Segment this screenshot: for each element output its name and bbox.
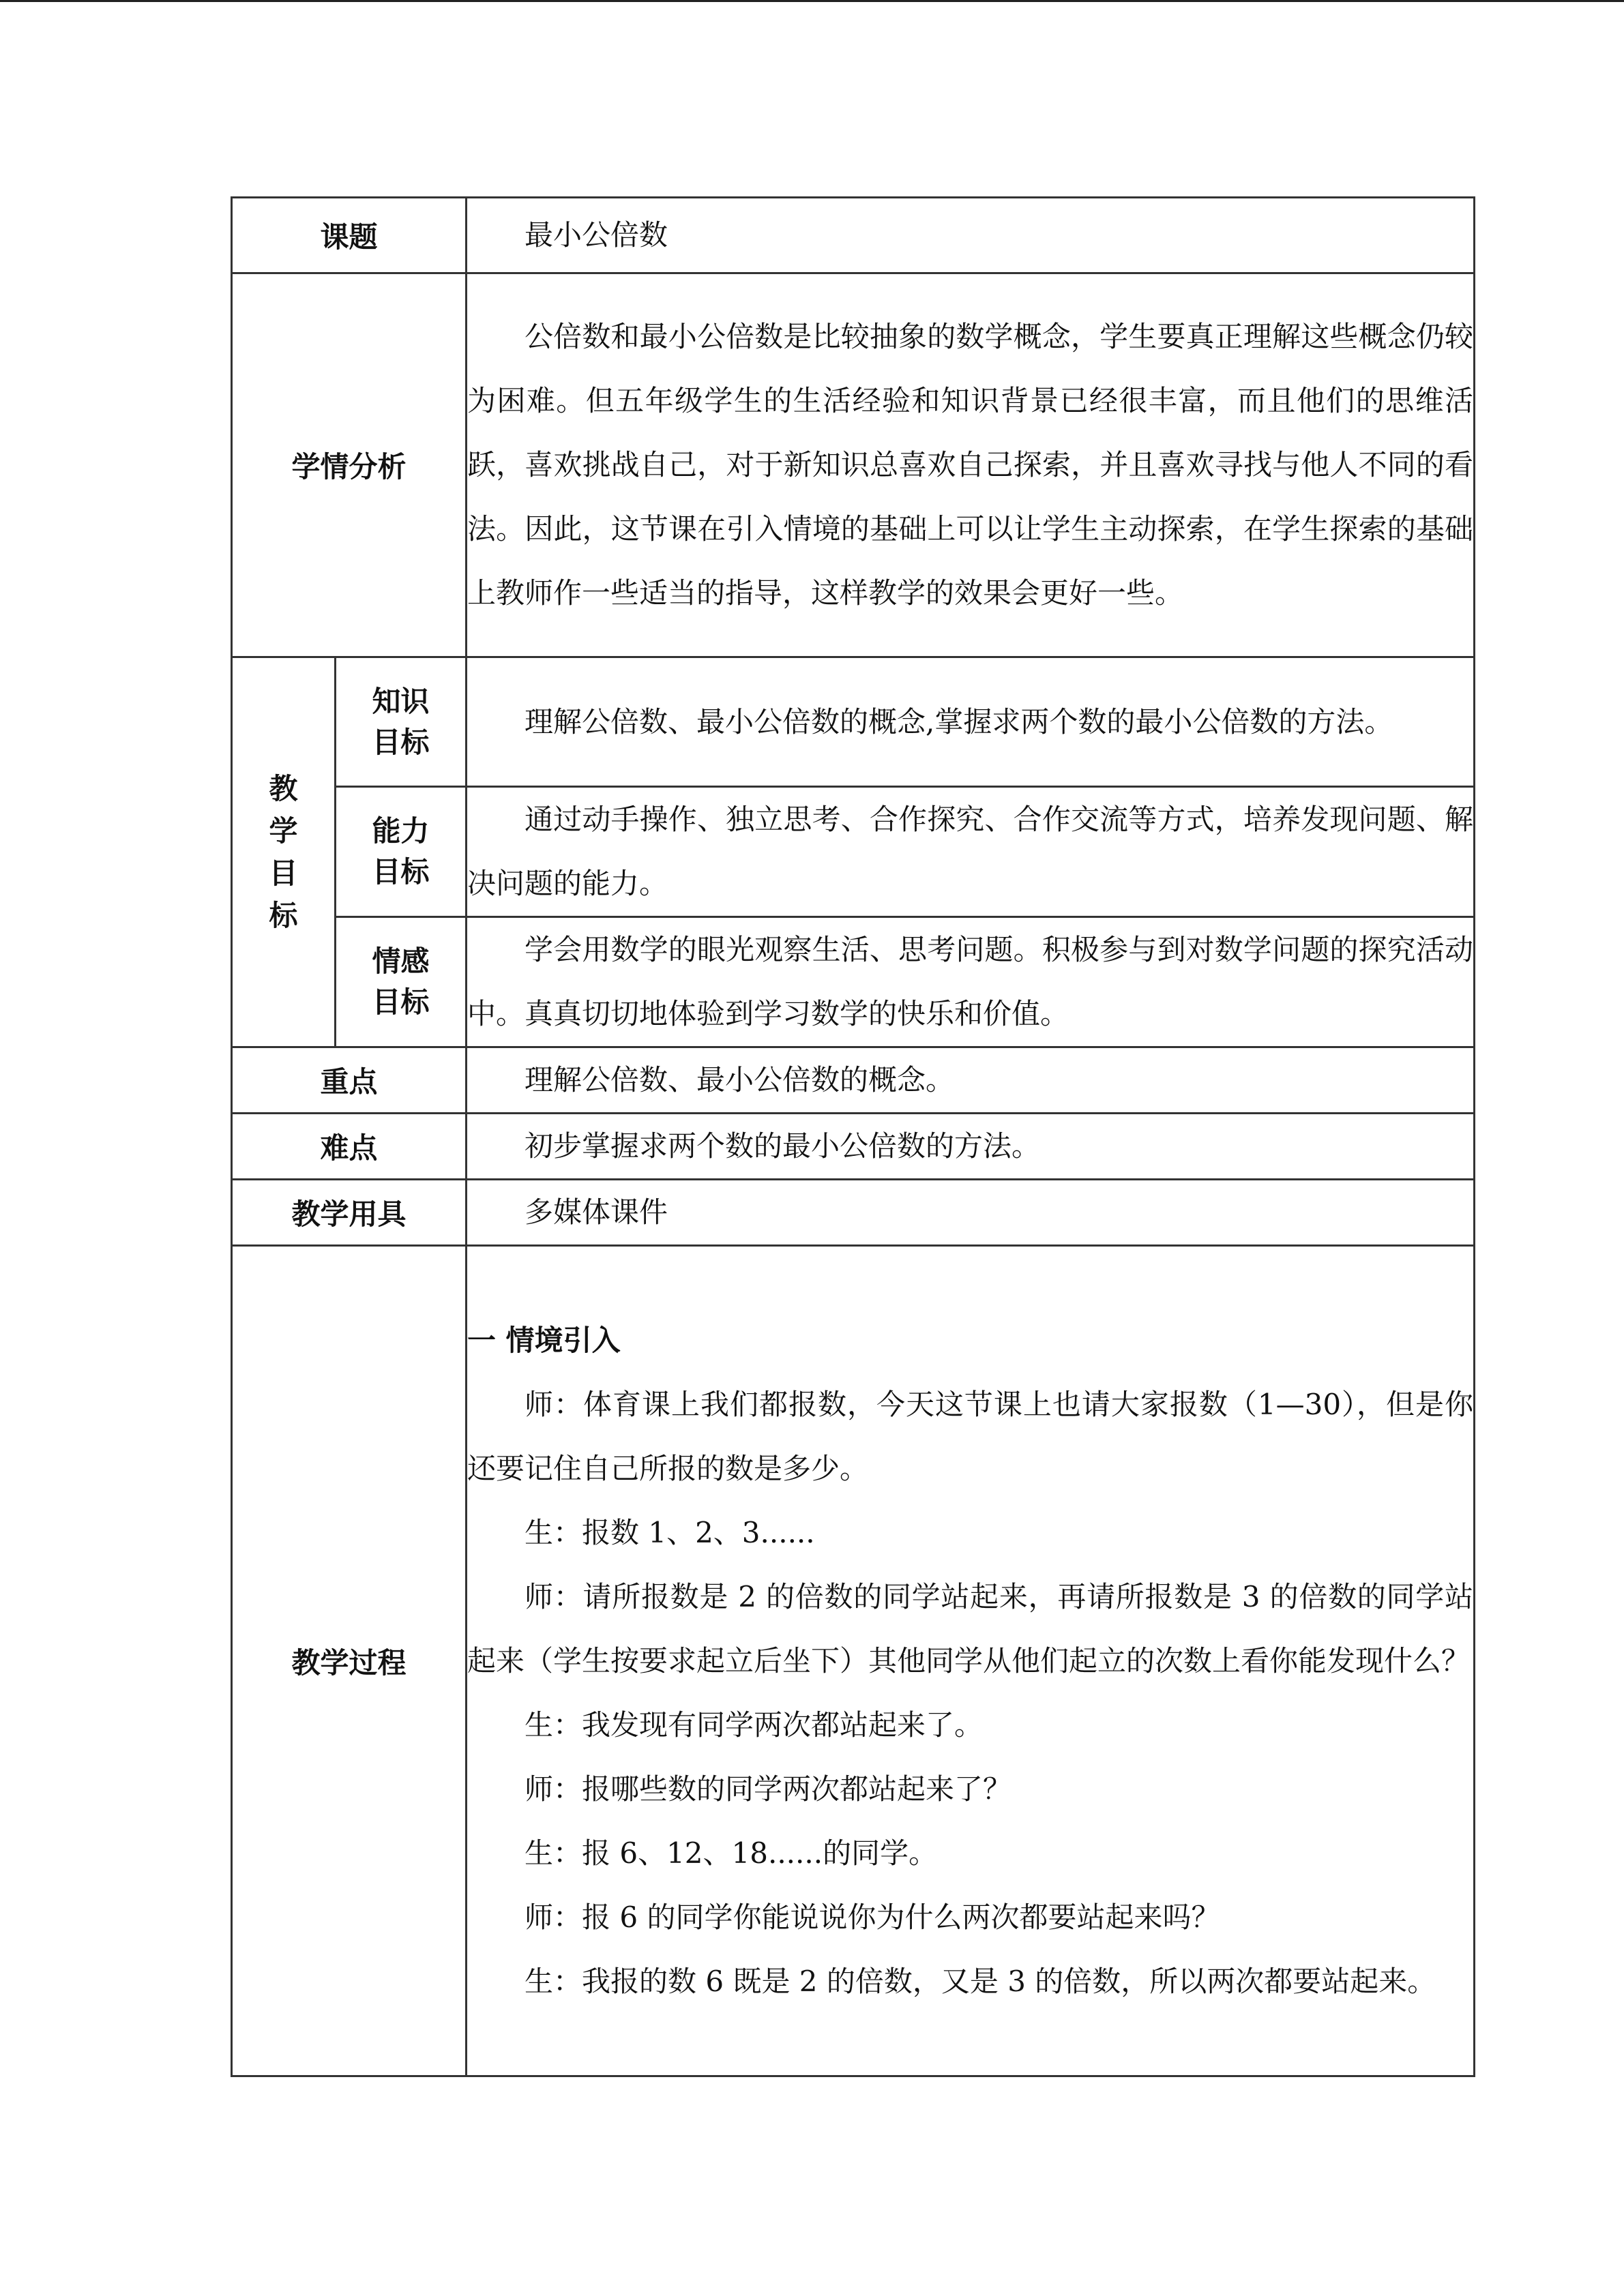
- process-paragraph: 生：报数 1、2、3......: [525, 1515, 815, 1549]
- process-paragraph: 生：报 6、12、18......的同学。: [525, 1836, 938, 1870]
- process-label: 教学过程: [232, 1246, 467, 2076]
- process-heading: 一 情境引入: [467, 1323, 621, 1357]
- ability-goal-text: 通过动手操作、独立思考、合作探究、合作交流等方式，培养发现问题、解决问题的能力。: [467, 787, 1475, 917]
- emotion-goal-label: 情感 目标: [336, 917, 467, 1047]
- row-goal-ability: [232, 787, 1475, 917]
- process-content: [467, 1246, 1475, 2076]
- process-paragraph: 师：报 6 的同学你能说说你为什么两次都要站起来吗？: [525, 1900, 1220, 1934]
- tools-label: 教学用具: [232, 1180, 467, 1246]
- key-point-label: 重点: [232, 1047, 467, 1114]
- emotion-goal-text: 学会用数学的眼光观察生活、思考问题。积极参与到对数学问题的探究活动中。真真切切地体验到学习数学的快乐和价值。: [467, 917, 1475, 1047]
- row-goal-emotion: [232, 917, 1475, 1047]
- analysis-label: 学情分析: [232, 273, 467, 657]
- row-tools: [232, 1180, 1475, 1246]
- lesson-plan-table: [231, 196, 1475, 2077]
- row-process: [232, 1246, 1475, 2076]
- process-paragraph: 生：我报的数 6 既是 2 的倍数，又是 3 的倍数，所以两次都要站起来。: [525, 1964, 1436, 1998]
- row-goal-knowledge: [232, 657, 1475, 787]
- row-difficulty: [232, 1114, 1475, 1180]
- goals-label: 教 学 目 标: [232, 657, 336, 1047]
- process-paragraph: 师：报哪些数的同学两次都站起来了？: [525, 1772, 1012, 1806]
- process-paragraph: 师：体育课上我们都报数，今天这节课上也请大家报数（1—30），但是你还要记住自己所报的数是多少。: [467, 1387, 1474, 1485]
- topic-value: 最小公倍数: [467, 198, 1475, 273]
- key-point-value: 理解公倍数、最小公倍数的概念。: [467, 1047, 1475, 1114]
- row-key-point: [232, 1047, 1475, 1114]
- knowledge-goal-text: 理解公倍数、最小公倍数的概念,掌握求两个数的最小公倍数的方法。: [467, 657, 1475, 787]
- topic-label: 课题: [232, 198, 467, 273]
- row-analysis: [232, 273, 1475, 657]
- analysis-text: 公倍数和最小公倍数是比较抽象的数学概念，学生要真正理解这些概念仍较为困难。但五年级学生的生活经验和知识背景已经很丰富，而且他们的思维活跃，喜欢挑战自己，对于新知识总喜欢自己探索，并且喜欢寻找与他人不同的看法。因此，这节课在引入情境的基础上可以让学生主动探索，在学生探索的基础上教师作一些适当的指导，这样教学的效果会更好一些。: [467, 273, 1475, 657]
- knowledge-goal-label: 知识 目标: [336, 657, 467, 787]
- ability-goal-label: 能力 目标: [336, 787, 467, 917]
- page-top-border: [0, 0, 1624, 2]
- process-paragraph: 生：我发现有同学两次都站起来了。: [525, 1708, 984, 1742]
- row-topic: [232, 198, 1475, 273]
- tools-value: 多媒体课件: [467, 1180, 1475, 1246]
- difficulty-label: 难点: [232, 1114, 467, 1180]
- difficulty-value: 初步掌握求两个数的最小公倍数的方法。: [467, 1114, 1475, 1180]
- process-paragraph: 师：请所报数是 2 的倍数的同学站起来，再请所报数是 3 的倍数的同学站起来（学生按要求起立后坐下）其他同学从他们起立的次数上看你能发现什么？: [467, 1579, 1474, 1678]
